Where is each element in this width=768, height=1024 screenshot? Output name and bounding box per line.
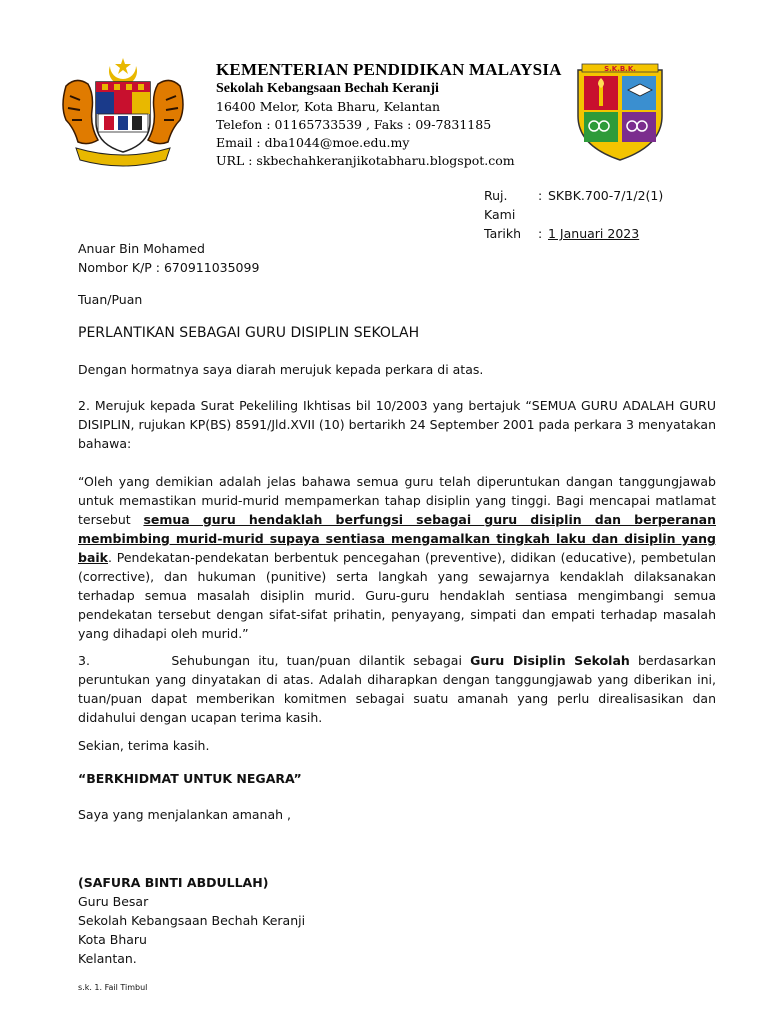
recipient-ic: Nombor K/P : 670911035099 (78, 260, 260, 275)
school-address: 16400 Melor, Kota Bharu, Kelantan (216, 99, 441, 114)
signatory-state: Kelantan. (78, 951, 137, 966)
motto: “BERKHIDMAT UNTUK NEGARA” (78, 771, 302, 786)
paragraph-3-end: berdasarkan peruntukan yang dinyatakan di atas. Adalah diharapkan dengan tanggungjawab yang diberikan ini, tuan/puan dapat memberikan komitmen sebagai suatu amanah yang perlu direalisasikan dan didahului dengan ucapan terima kasih. (78, 653, 717, 725)
letterhead (216, 60, 576, 170)
signatory-city: Kota Bharu (78, 932, 147, 947)
ruj-colon: : (538, 188, 543, 203)
school-email: Email : dba1044@moe.edu.my (216, 135, 410, 150)
date-colon: : (538, 226, 543, 241)
quote-paragraph (78, 472, 716, 643)
ministry-name: KEMENTERIAN PENDIDIKAN MALAYSIA (216, 60, 562, 79)
ruj-label: Ruj. Kami (484, 188, 516, 222)
signatory-block (78, 873, 716, 968)
signatory-name: (SAFURA BINTI ABDULLAH) (78, 875, 269, 890)
paragraph-2: 2. Merujuk kepada Surat Pekeliling Ikhtisas bil 10/2003 yang bertajuk “SEMUA GURU ADALAH GURU DISIPLIN, rujukan KP(BS) 8591/Jld.XVII (10) bertarikh 24 September 2001 pada perkara 3 menyatakan bahawa: (78, 398, 716, 451)
school-name: Sekolah Kebangsaan Bechah Keranji (216, 81, 439, 96)
cc-line: s.k. 1. Fail Timbul (78, 983, 148, 992)
trust-line: Saya yang menjalankan amanah , (78, 807, 292, 822)
paragraph-3-number: 3. (78, 653, 90, 668)
school-url: URL : skbechahkeranjikotabharu.blogspot.com (216, 153, 515, 168)
reference-block (484, 186, 663, 243)
school-badge-icon (568, 60, 672, 164)
date-value: 1 Januari 2023 (548, 226, 640, 241)
school-phone: Telefon : 01165733539 , Faks : 09-7831185 (216, 117, 492, 132)
signatory-title: Guru Besar (78, 894, 149, 909)
badge-banner-text: S.K.B.K. (604, 65, 636, 73)
letter-subject: PERLANTIKAN SEBAGAI GURU DISIPLIN SEKOLAH (78, 325, 420, 341)
paragraph-3-start: Sehubungan itu, tuan/puan dilantik sebagai (171, 653, 471, 668)
quote-text-start: “Oleh yang demikian adalah jelas bahawa semua guru telah diperuntukan dangan tanggungjawab untuk memastikan murid-murid mempamerkan tahap disiplin yang tinggi. Bagi mencapai matlamat tersebut (78, 474, 716, 527)
quote-emphasis: semua guru hendaklah berfungsi sebagai guru disiplin dan berperanan membimbing murid-murid supaya sentiasa mengamalkan tingkah laku dan disiplin yang baik (78, 512, 716, 565)
intro-paragraph: Dengan hormatnya saya diarah merujuk kepada perkara di atas. (78, 362, 484, 377)
quote-text-end: . Pendekatan-pendekatan berbentuk pencegahan (preventive), didikan (educative), pembetulan (corrective), dan hukuman (punitive) serta langkah yang sewajarnya kendaklah dilaksanakan terhadap semua masalah disiplin murid. Guru-guru hendaklah sentiasa mengimbangi semua pendekatan tersebut dengan sifat-sifat prihatin, penyayang, simpati dan empati terhadap masalah yang dihadapi oleh murid.” (78, 550, 716, 641)
ruj-value: SKBK.700-7/1/2(1) (548, 188, 664, 203)
recipient-block (78, 239, 716, 277)
date-label: Tarikh (484, 226, 521, 241)
recipient-name: Anuar Bin Mohamed (78, 241, 205, 256)
paragraph-3 (78, 651, 716, 727)
paragraph-3-bold: Guru Disiplin Sekolah (470, 653, 630, 668)
signatory-school: Sekolah Kebangsaan Bechah Keranji (78, 913, 306, 928)
malaysia-coat-of-arms-icon (58, 56, 188, 172)
salutation: Tuan/Puan (78, 292, 143, 307)
closing-line: Sekian, terima kasih. (78, 738, 210, 753)
